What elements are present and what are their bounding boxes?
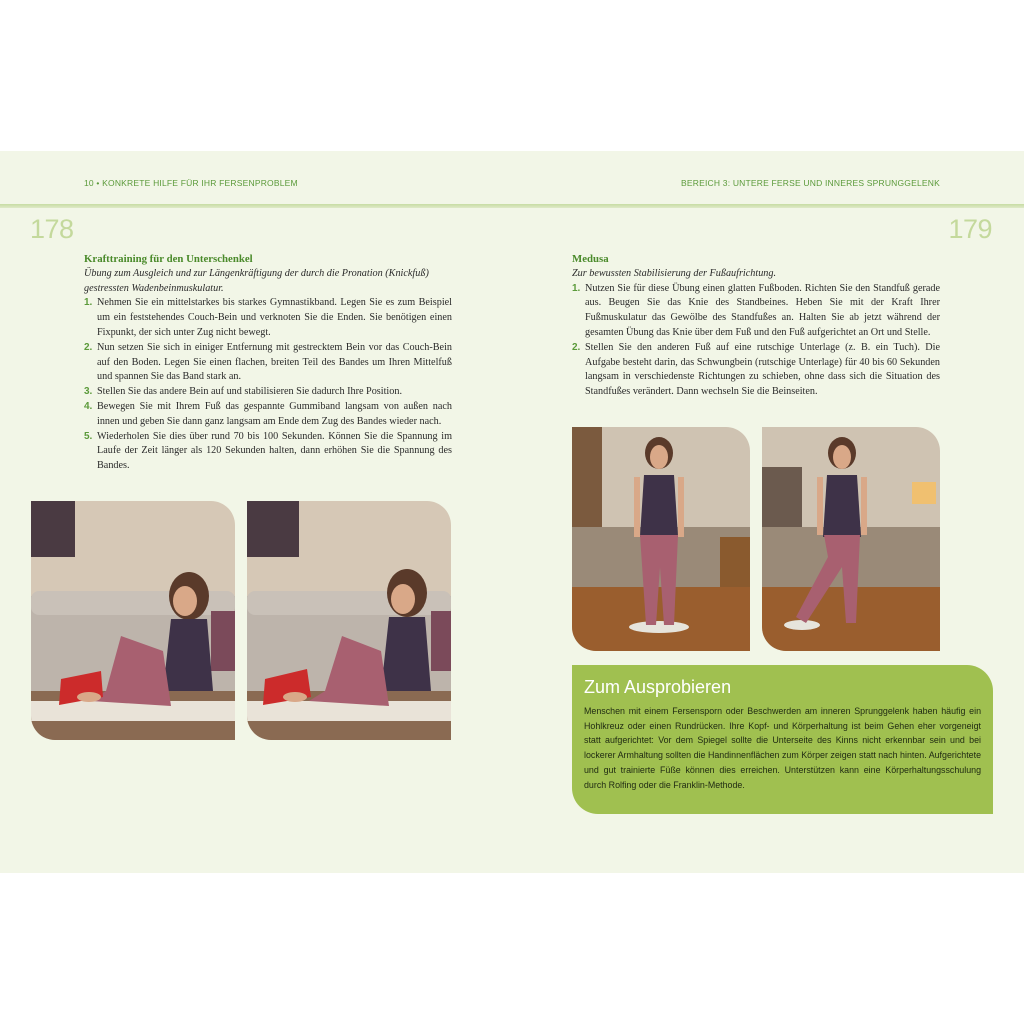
exercise-photo-band-start bbox=[31, 501, 235, 740]
step-number: 1. bbox=[572, 282, 581, 294]
exercise-photo-band-pull bbox=[247, 501, 451, 740]
section-subtitle-krafttraining: Übung zum Ausgleich und zur Längenkräftigung der durch die Pronation (Knickfuß) gestressten Wadenbeinmuskulatur. bbox=[84, 267, 429, 294]
left-page-text bbox=[84, 252, 452, 474]
step-item bbox=[84, 385, 452, 400]
step-number: 1. bbox=[84, 297, 93, 309]
step-text: Bewegen Sie mit Ihrem Fuß das gespannte Gummiband langsam von außen nach innen und geben Sie dann ganz langsam am Ende dem Zug des Bandes wieder nach. bbox=[97, 400, 452, 427]
step-text: Nehmen Sie ein mittelstarkes bis starkes Gymnastikband. Legen Sie es zum Beispiel um ein feststehendes Couch-Bein und verknoten Sie die Enden. Sie benötigen einen Fixpunkt, der sich unter Zug nicht bewegt. bbox=[97, 297, 452, 338]
step-number: 3. bbox=[84, 386, 93, 398]
step-text: Stellen Sie das andere Bein auf und stabilisieren Sie dadurch Ihre Position. bbox=[97, 386, 402, 398]
section-subtitle-medusa: Zur bewussten Stabilisierung der Fußaufrichtung. bbox=[572, 267, 777, 279]
step-item bbox=[84, 341, 452, 385]
medusa-steps bbox=[572, 282, 940, 400]
step-number: 2. bbox=[84, 341, 93, 353]
step-item bbox=[572, 282, 940, 341]
step-number: 2. bbox=[572, 341, 581, 353]
right-running-head: BEREICH 3: UNTERE FERSE UND INNERES SPRUNGGELENK bbox=[681, 178, 940, 188]
left-page-number: 178 bbox=[30, 214, 74, 244]
section-title-krafttraining: Krafttraining für den Unterschenkel bbox=[84, 253, 253, 265]
tip-box-title: Zum Ausprobieren bbox=[584, 677, 732, 697]
krafttraining-steps bbox=[84, 296, 452, 474]
exercise-photo-medusa-standing bbox=[572, 427, 750, 651]
header-rule bbox=[0, 204, 1024, 208]
step-text: Nutzen Sie für diese Übung einen glatten Fußboden. Richten Sie den Standfuß gerade aus. Beugen Sie das Knie des Standbeines. Heben Sie mit der Kraft Ihrer Fußmuskulatur das Gewölbe des Standfußes an. Halten Sie ab jetzt während der gesamten Übung das Knie über dem Fuß und den Fuß aufgerichtet an Ort und Stelle. bbox=[585, 282, 940, 338]
step-item bbox=[84, 400, 452, 430]
tip-box bbox=[572, 665, 993, 814]
step-item bbox=[572, 341, 940, 400]
right-page-number: 179 bbox=[948, 214, 992, 244]
step-number: 5. bbox=[84, 430, 93, 442]
step-text: Stellen Sie den anderen Fuß auf eine rutschige Unterlage (z. B. ein Tuch). Die Aufgabe besteht darin, das Schwungbein (rutschige Unterlage) für 40 bis 60 Sekunden langsam in verschiedenste Richtungen zu schieben, ohne dass sich die Situation des Standfußes verändert. Dann wechseln Sie die Beinseiten. bbox=[585, 341, 940, 398]
step-text: Nun setzen Sie sich in einiger Entfernung mit gestrecktem Bein vor das Couch-Bein auf den Boden. Legen Sie einen flachen, breiten Teil des Bandes um Ihren Mittelfuß und spannen Sie das Band stark an. bbox=[97, 341, 452, 383]
step-item bbox=[84, 296, 452, 340]
exercise-photo-medusa-slide bbox=[762, 427, 940, 651]
tip-box-text: Menschen mit einem Fersensporn oder Beschwerden am inneren Sprunggelenk haben häufig ein Hohlkreuz oder einen Rundrücken. Ihre Kopf- und Körperhaltung ist beim Gehen eher vorgeneigt statt aufgerichtet: Vor dem Spiegel sollte die Unterseite des Kinns nicht erkennbar sein und bei lockerer Armhaltung sollten die Handinnenflächen zum Körper zeigen statt nach hinten. Aufgerichtete und gut trainierte Füße können dies erreichen. Unterstützen kann eine Körperhaltungsschulung durch Rolfing oder die Franklin-Methode. bbox=[584, 706, 981, 790]
section-title-medusa: Medusa bbox=[572, 253, 609, 265]
step-text: Wiederholen Sie dies über rund 70 bis 100 Sekunden. Können Sie die Spannung im Laufe der Zeit länger als 120 Sekunden halten, dann erhöhen Sie die Spannung des Bandes. bbox=[97, 430, 452, 472]
book-spread bbox=[0, 151, 1024, 873]
step-item bbox=[84, 430, 452, 474]
right-page-text bbox=[572, 252, 940, 400]
step-number: 4. bbox=[84, 400, 93, 412]
left-running-head: 10 • KONKRETE HILFE FÜR IHR FERSENPROBLEM bbox=[84, 178, 298, 188]
